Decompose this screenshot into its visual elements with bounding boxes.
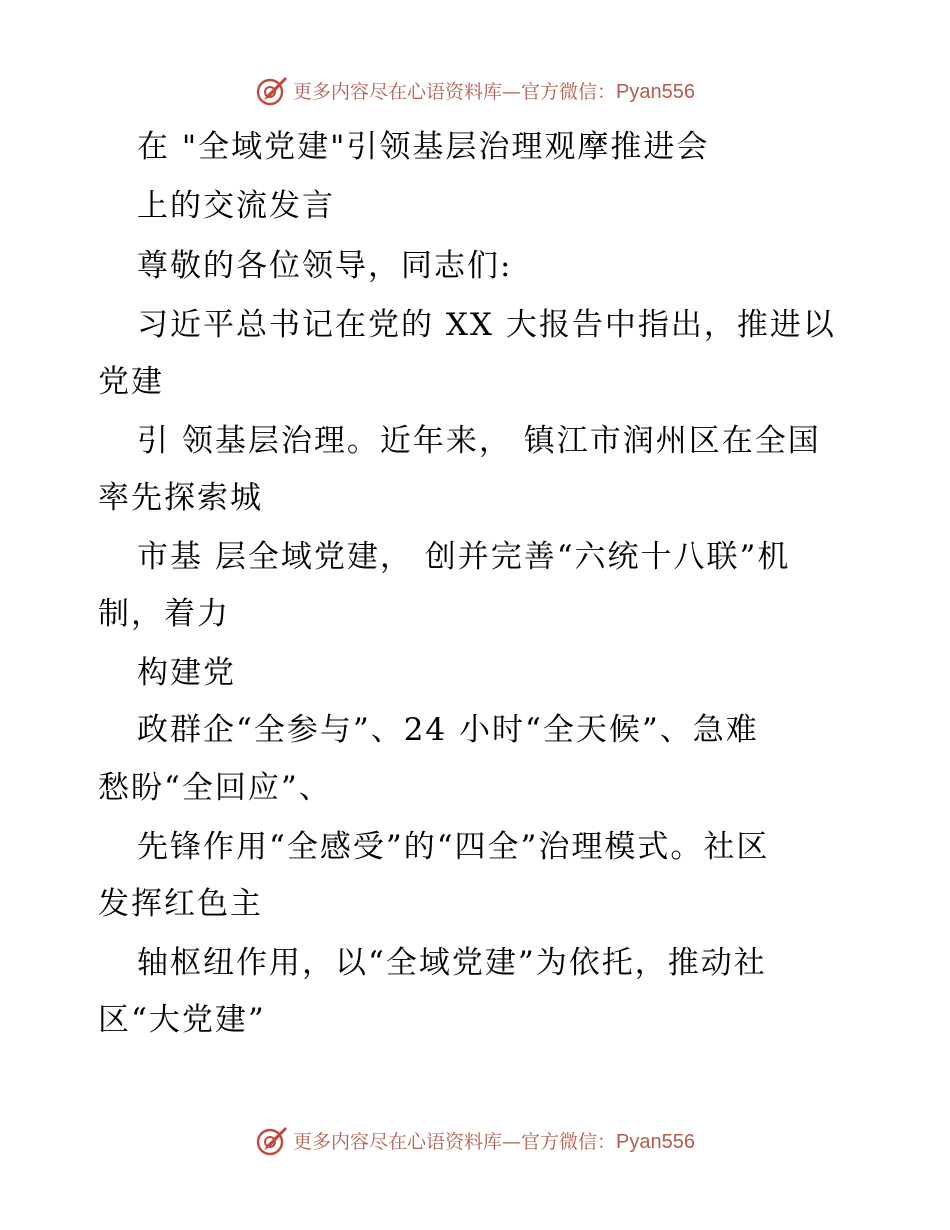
watermark-text — [293, 1127, 695, 1154]
doc-paragraph-line: 区“大党建” — [98, 1002, 266, 1038]
watermark-dash: — — [502, 80, 522, 103]
doc-paragraph-line: 引 领基层治理。近年来， 镇江市润州区在全国 — [137, 423, 821, 459]
footer-watermark — [0, 1120, 950, 1160]
watermark-text — [293, 77, 695, 104]
watermark-slogan: 更多内容尽在心语资料库 — [293, 80, 503, 103]
watermark-official: 官方微信： — [521, 1130, 617, 1153]
watermark-slogan: 更多内容尽在心语资料库 — [293, 1130, 503, 1153]
watermark-wechat-id: Pyan556 — [616, 1130, 695, 1153]
doc-paragraph-line: 制，着力 — [98, 596, 230, 632]
doc-paragraph-line: 构建党 — [137, 655, 236, 691]
doc-paragraph-line: 党建 — [98, 364, 164, 400]
quill-logo-icon — [255, 73, 289, 107]
watermark-official: 官方微信： — [521, 80, 617, 103]
watermark-wechat-id: Pyan556 — [616, 80, 695, 103]
doc-paragraph-line: 率先探索城 — [98, 480, 263, 516]
quill-logo-icon — [255, 1123, 289, 1157]
doc-title-line-2: 上的交流发言 — [137, 188, 335, 224]
doc-salutation: 尊敬的各位领导，同志们: — [137, 248, 513, 284]
doc-paragraph-line: 市基 层全域党建， 创并完善“六统十八联”机 — [137, 539, 791, 575]
doc-paragraph-line: 先锋作用“全感受”的“四全”治理模式。社区 — [137, 829, 770, 865]
watermark-dash: — — [502, 1130, 522, 1153]
doc-title-line-1: 在 "全域党建"引领基层治理观摩推进会 — [137, 129, 710, 165]
doc-paragraph-line: 政群企“全参与”、24 小时“全天候”、急难 — [137, 712, 759, 748]
header-watermark — [0, 70, 950, 110]
doc-paragraph-line: 习近平总书记在党的 XX 大报告中指出，推进以 — [137, 307, 836, 343]
doc-paragraph-line: 发挥红色主 — [98, 886, 263, 922]
doc-paragraph-line: 愁盼“全回应”、 — [98, 770, 332, 806]
doc-paragraph-line: 轴枢纽作用，以“全域党建”为依托，推动社 — [137, 945, 767, 981]
